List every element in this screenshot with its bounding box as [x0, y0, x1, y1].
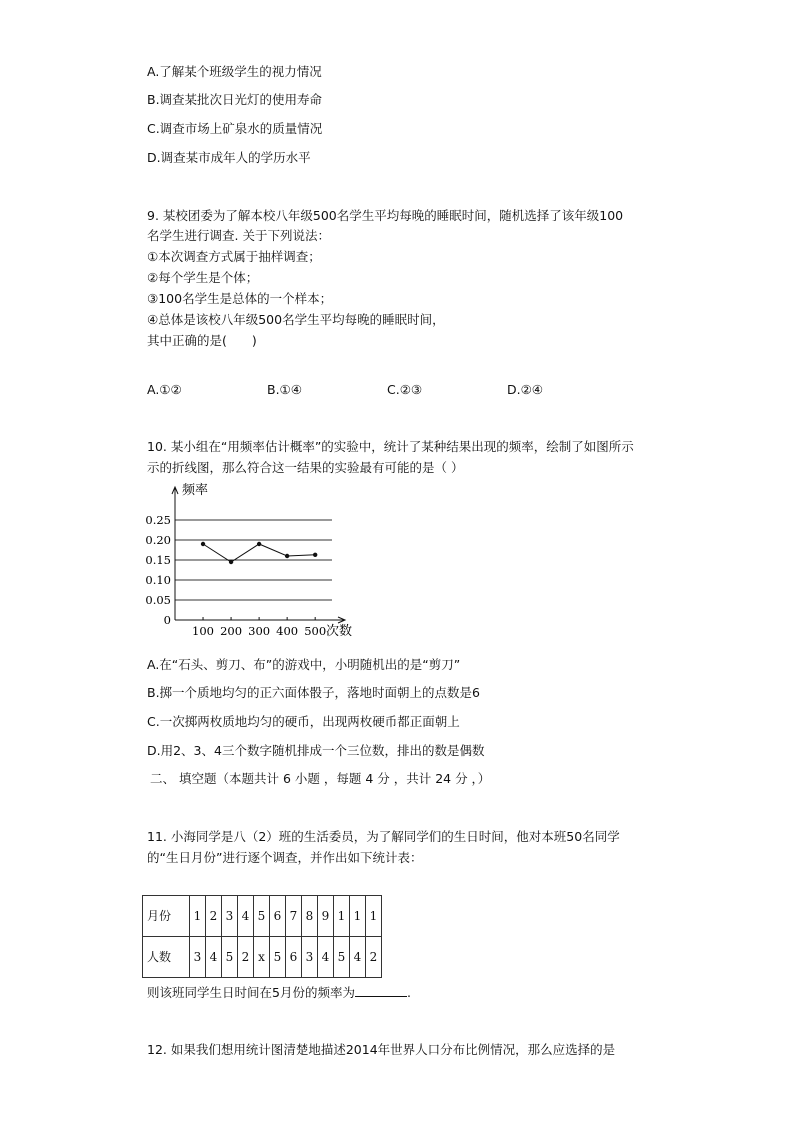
q9-question: 其中正确的是( )	[147, 333, 257, 348]
table-row-count	[143, 937, 382, 978]
table-cell: 4	[318, 937, 334, 978]
q10-option-d: D.用2、3、4三个数字随机排成一个三位数，排出的数是偶数	[147, 743, 485, 758]
chart-data-point	[257, 542, 261, 546]
table-cell: 5	[222, 937, 238, 978]
chart-y-tick-label: 0.20	[145, 533, 171, 547]
chart-axes	[172, 487, 345, 623]
table-cell: 7	[286, 896, 302, 937]
table-cell: 1	[190, 896, 206, 937]
q10-option-a: A.在“石头、剪刀、布”的游戏中，小明随机出的是“剪刀”	[147, 657, 461, 672]
table-cell: 4	[350, 937, 366, 978]
section-2-heading: 二、 填空题（本题共计 6 小题 ，每题 4 分 ，共计 24 分 ，）	[150, 771, 491, 786]
table-cell: 9	[318, 896, 334, 937]
table-cell: 3	[302, 937, 318, 978]
chart-grid	[175, 520, 332, 600]
q8-option-a: A.了解某个班级学生的视力情况	[147, 64, 322, 79]
q9-option-b: B.①④	[267, 382, 302, 397]
table-cell: 4	[206, 937, 222, 978]
q9-options	[147, 381, 627, 399]
table-cell: 3	[222, 896, 238, 937]
table-cell: 1	[334, 896, 350, 937]
chart-y-tick-label: 0	[163, 613, 171, 627]
chart-y-tick-label: 0.25	[145, 513, 171, 527]
q9-statement-4: ④总体是该校八年级500名学生平均每晚的睡眠时间，	[147, 312, 445, 327]
chart-x-tick-label: 300	[248, 624, 271, 638]
q10-option-b: B.掷一个质地均匀的正六面体骰子，落地时面朝上的点数是6	[147, 685, 481, 700]
q11-answer-suffix: .	[406, 985, 411, 1000]
table-cell: 1	[366, 896, 382, 937]
chart-y-tick-label: 0.15	[145, 553, 171, 567]
table-cell: x	[254, 937, 270, 978]
table-cell: 4	[238, 896, 254, 937]
chart-data-point	[285, 554, 289, 558]
q9-stem-line1: 9. 某校团委为了解本校八年级500名学生平均每晚的睡眠时间，随机选择了该年级100	[147, 208, 624, 223]
q11-answer-line	[147, 983, 411, 1002]
table-cell: 2	[366, 937, 382, 978]
chart-x-tick-label: 200	[220, 624, 243, 638]
chart-x-tick-label: 100	[192, 624, 215, 638]
q8-option-c: C.调查市场上矿泉水的质量情况	[147, 121, 323, 136]
chart-data-point	[313, 553, 317, 557]
birthday-month-table	[142, 895, 382, 978]
table-cell: 5	[254, 896, 270, 937]
table-cell: 3	[190, 937, 206, 978]
chart-y-tick-label: 0.05	[145, 593, 171, 607]
chart-x-tick-labels	[192, 624, 326, 638]
q12-stem-line1: 12. 如果我们想用统计图清楚地描述2014年世界人口分布比例情况，那么应选择的是	[147, 1042, 616, 1057]
table-cell: 1	[350, 896, 366, 937]
chart-x-tick-label: 400	[276, 624, 299, 638]
q9-statement-3: ③100名学生是总体的一个样本；	[147, 291, 333, 306]
q10-stem-line2: 示的折线图，那么符合这一结果的实验最有可能的是（ ）	[147, 460, 464, 475]
q9-statement-2: ②每个学生是个体；	[147, 270, 259, 285]
chart-y-axis-label: 频率	[182, 483, 209, 498]
table-cell: 6	[286, 937, 302, 978]
table-header-month: 月份	[143, 896, 190, 937]
table-cell: 5	[270, 937, 286, 978]
table-header-count: 人数	[143, 937, 190, 978]
table-cell: 2	[238, 937, 254, 978]
q9-statement-1: ①本次调查方式属于抽样调查；	[147, 249, 321, 264]
chart-data-point	[229, 560, 233, 564]
chart-data-point	[201, 542, 205, 546]
q11-stem-line2: 的“生日月份”进行逐个调查，并作出如下统计表：	[147, 850, 423, 865]
q9-option-a: A.①②	[147, 382, 182, 397]
table-cell: 5	[334, 937, 350, 978]
q10-option-c: C.一次掷两枚质地均匀的硬币，出现两枚硬币都正面朝上	[147, 714, 460, 729]
q9-stem-line2: 名学生进行调查. 关于下列说法：	[147, 228, 330, 243]
chart-x-tick-label: 500	[304, 624, 327, 638]
chart-x-axis-label: 次数	[326, 624, 353, 639]
table-cell: 2	[206, 896, 222, 937]
q11-answer-prefix: 则该班同学生日时间在5月份的频率为	[147, 985, 355, 1000]
chart-y-tick-label: 0.10	[145, 573, 171, 587]
q8-option-b: B.调查某批次日光灯的使用寿命	[147, 92, 323, 107]
q11-stem-line1: 11. 小海同学是八（2）班的生活委员，为了解同学们的生日时间，他对本班50名同学	[147, 829, 620, 844]
q11-answer-blank[interactable]	[355, 983, 407, 997]
table-cell: 8	[302, 896, 318, 937]
chart-series	[201, 542, 318, 564]
q9-option-c: C.②③	[387, 382, 423, 397]
q10-stem-line1: 10. 某小组在“用频率估计概率”的实验中，统计了某种结果出现的频率，绘制了如图所示	[147, 439, 634, 454]
table-cell: 6	[270, 896, 286, 937]
table-row-month	[143, 896, 382, 937]
q8-option-d: D.调查某市成年人的学历水平	[147, 150, 311, 165]
q9-option-d: D.②④	[507, 382, 544, 397]
chart-series-line	[203, 544, 315, 562]
chart-y-tick-labels	[145, 513, 171, 627]
frequency-line-chart	[140, 478, 370, 643]
